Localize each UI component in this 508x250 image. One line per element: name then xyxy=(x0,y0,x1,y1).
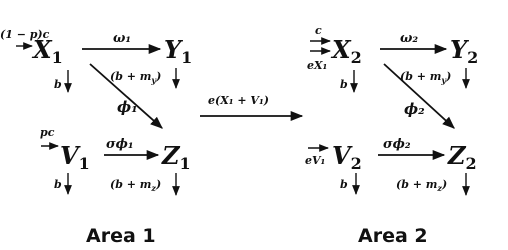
area1-inflow-x-label: (1 − p)c xyxy=(0,28,50,41)
area1-out-v-label: b xyxy=(54,178,62,191)
area1-node-x: $X_1$ xyxy=(33,35,63,67)
area1-node-y: $Y_1$ xyxy=(164,35,193,67)
area2-edge-x-to-z-label: ϕ₂ xyxy=(404,100,425,118)
area2-edge-x-to-y-label: ω₂ xyxy=(400,31,419,46)
area-1 xyxy=(0,28,192,247)
area1-edge-v-to-z-label: σϕ₁ xyxy=(106,137,134,152)
area1-edge-x-to-z-label: ϕ₁ xyxy=(117,98,138,116)
area2-inflow-x-label: c xyxy=(315,24,322,37)
area2-title: Area 2 xyxy=(358,225,428,247)
area2-inflow-ex-label: eX₁ xyxy=(307,59,328,72)
area1-out-z-label: $(b + m_z)$ xyxy=(110,178,162,193)
area1-out-y-label: $(b + m_y)$ xyxy=(110,70,162,85)
area2-node-v: $V_2$ xyxy=(332,141,362,173)
area-2 xyxy=(305,24,478,247)
area1-out-x-label: b xyxy=(54,78,62,91)
migration xyxy=(200,94,302,116)
area2-node-y: $Y_2$ xyxy=(450,35,479,67)
area2-out-x-label: b xyxy=(340,78,348,91)
area1-edge-x-to-y-label: ω₁ xyxy=(113,31,132,46)
area2-out-z-label: $(b + m_z)$ xyxy=(396,178,448,193)
area2-node-x: $X_2$ xyxy=(332,35,362,67)
area1-inflow-v-label: pc xyxy=(40,126,55,139)
area2-edge-v-to-z-label: σϕ₂ xyxy=(383,137,411,152)
area2-node-z: $Z_2$ xyxy=(448,141,477,173)
area2-out-y-label: $(b + m_y)$ xyxy=(400,70,452,85)
area1-node-z: $Z_1$ xyxy=(162,141,191,173)
migration-label: e(X₁ + V₁) xyxy=(208,94,269,107)
area2-inflow-v-label: eV₁ xyxy=(305,154,326,167)
area1-title: Area 1 xyxy=(86,225,156,247)
area1-node-v: $V_1$ xyxy=(60,141,90,173)
area2-out-v-label: b xyxy=(340,178,348,191)
